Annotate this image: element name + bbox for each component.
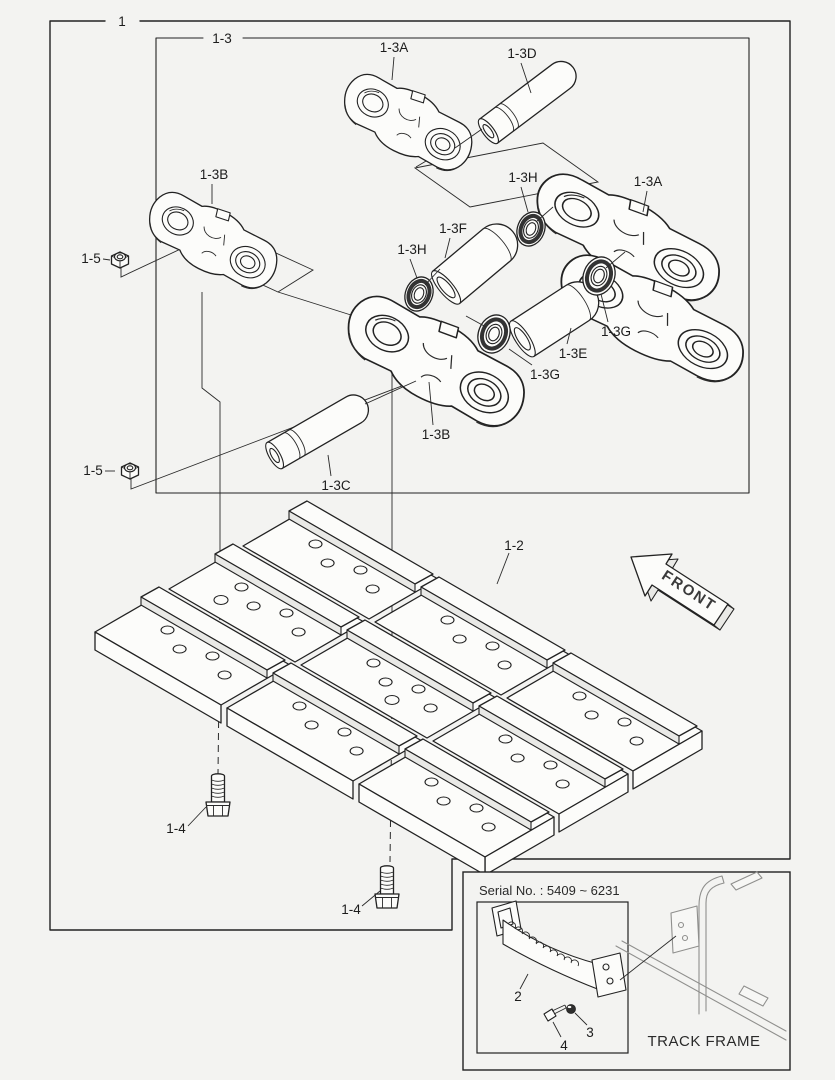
guard-plug-part (567, 1005, 576, 1014)
label-nut-lower: 1-5 (83, 463, 103, 478)
label-plug: 3 (586, 1025, 594, 1040)
label-seal-h-left: 1-3H (397, 242, 427, 257)
label-bolt-right: 1-4 (341, 902, 361, 917)
bolt-right-1-4 (375, 866, 399, 908)
track-frame-caption: TRACK FRAME (647, 1033, 761, 1050)
label-link-top: 1-3A (379, 40, 409, 55)
track-shoe-assembly (95, 501, 702, 875)
track-link-left (137, 180, 290, 300)
nut-lower-1-5 (122, 463, 139, 479)
bolt-hole-right (385, 696, 399, 705)
serial-number-text: Serial No. : 5409 ~ 6231 (479, 883, 620, 898)
label-seal-h-right: 1-3H (508, 170, 538, 185)
label-nut-upper: 1-5 (81, 251, 101, 266)
track-link-top (332, 62, 485, 182)
label-pin-center: 1-3C (321, 478, 351, 493)
label-link-left: 1-3B (199, 167, 229, 182)
label-link-center: 1-3B (421, 427, 451, 442)
label-link-right: 1-3A (633, 174, 663, 189)
outer-box-label: 1 (118, 14, 126, 29)
nut-upper-1-5 (112, 252, 129, 268)
pin-center-1-3C (262, 381, 416, 471)
label-pin-top: 1-3D (507, 46, 537, 61)
label-seal-g-right: 1-3G (600, 324, 632, 339)
label-guard-bolt: 4 (560, 1038, 568, 1053)
bolt-left-1-4 (206, 774, 230, 816)
pin-top-1-3D (455, 55, 582, 148)
front-arrow-label: FRONT (658, 567, 720, 615)
label-seal-g-left: 1-3G (529, 367, 561, 382)
track-link-right (522, 159, 758, 397)
label-bushing-front: 1-3F (439, 221, 467, 236)
label-bushing-rear: 1-3E (558, 346, 588, 361)
link-group-label: 1-3 (212, 31, 232, 46)
bolt-hole-left (214, 596, 228, 605)
label-guard: 2 (514, 989, 522, 1004)
label-shoe: 1-2 (504, 538, 524, 553)
front-direction-arrow (631, 554, 734, 630)
label-bolt-left: 1-4 (166, 821, 186, 836)
serial-inset (463, 872, 790, 1070)
